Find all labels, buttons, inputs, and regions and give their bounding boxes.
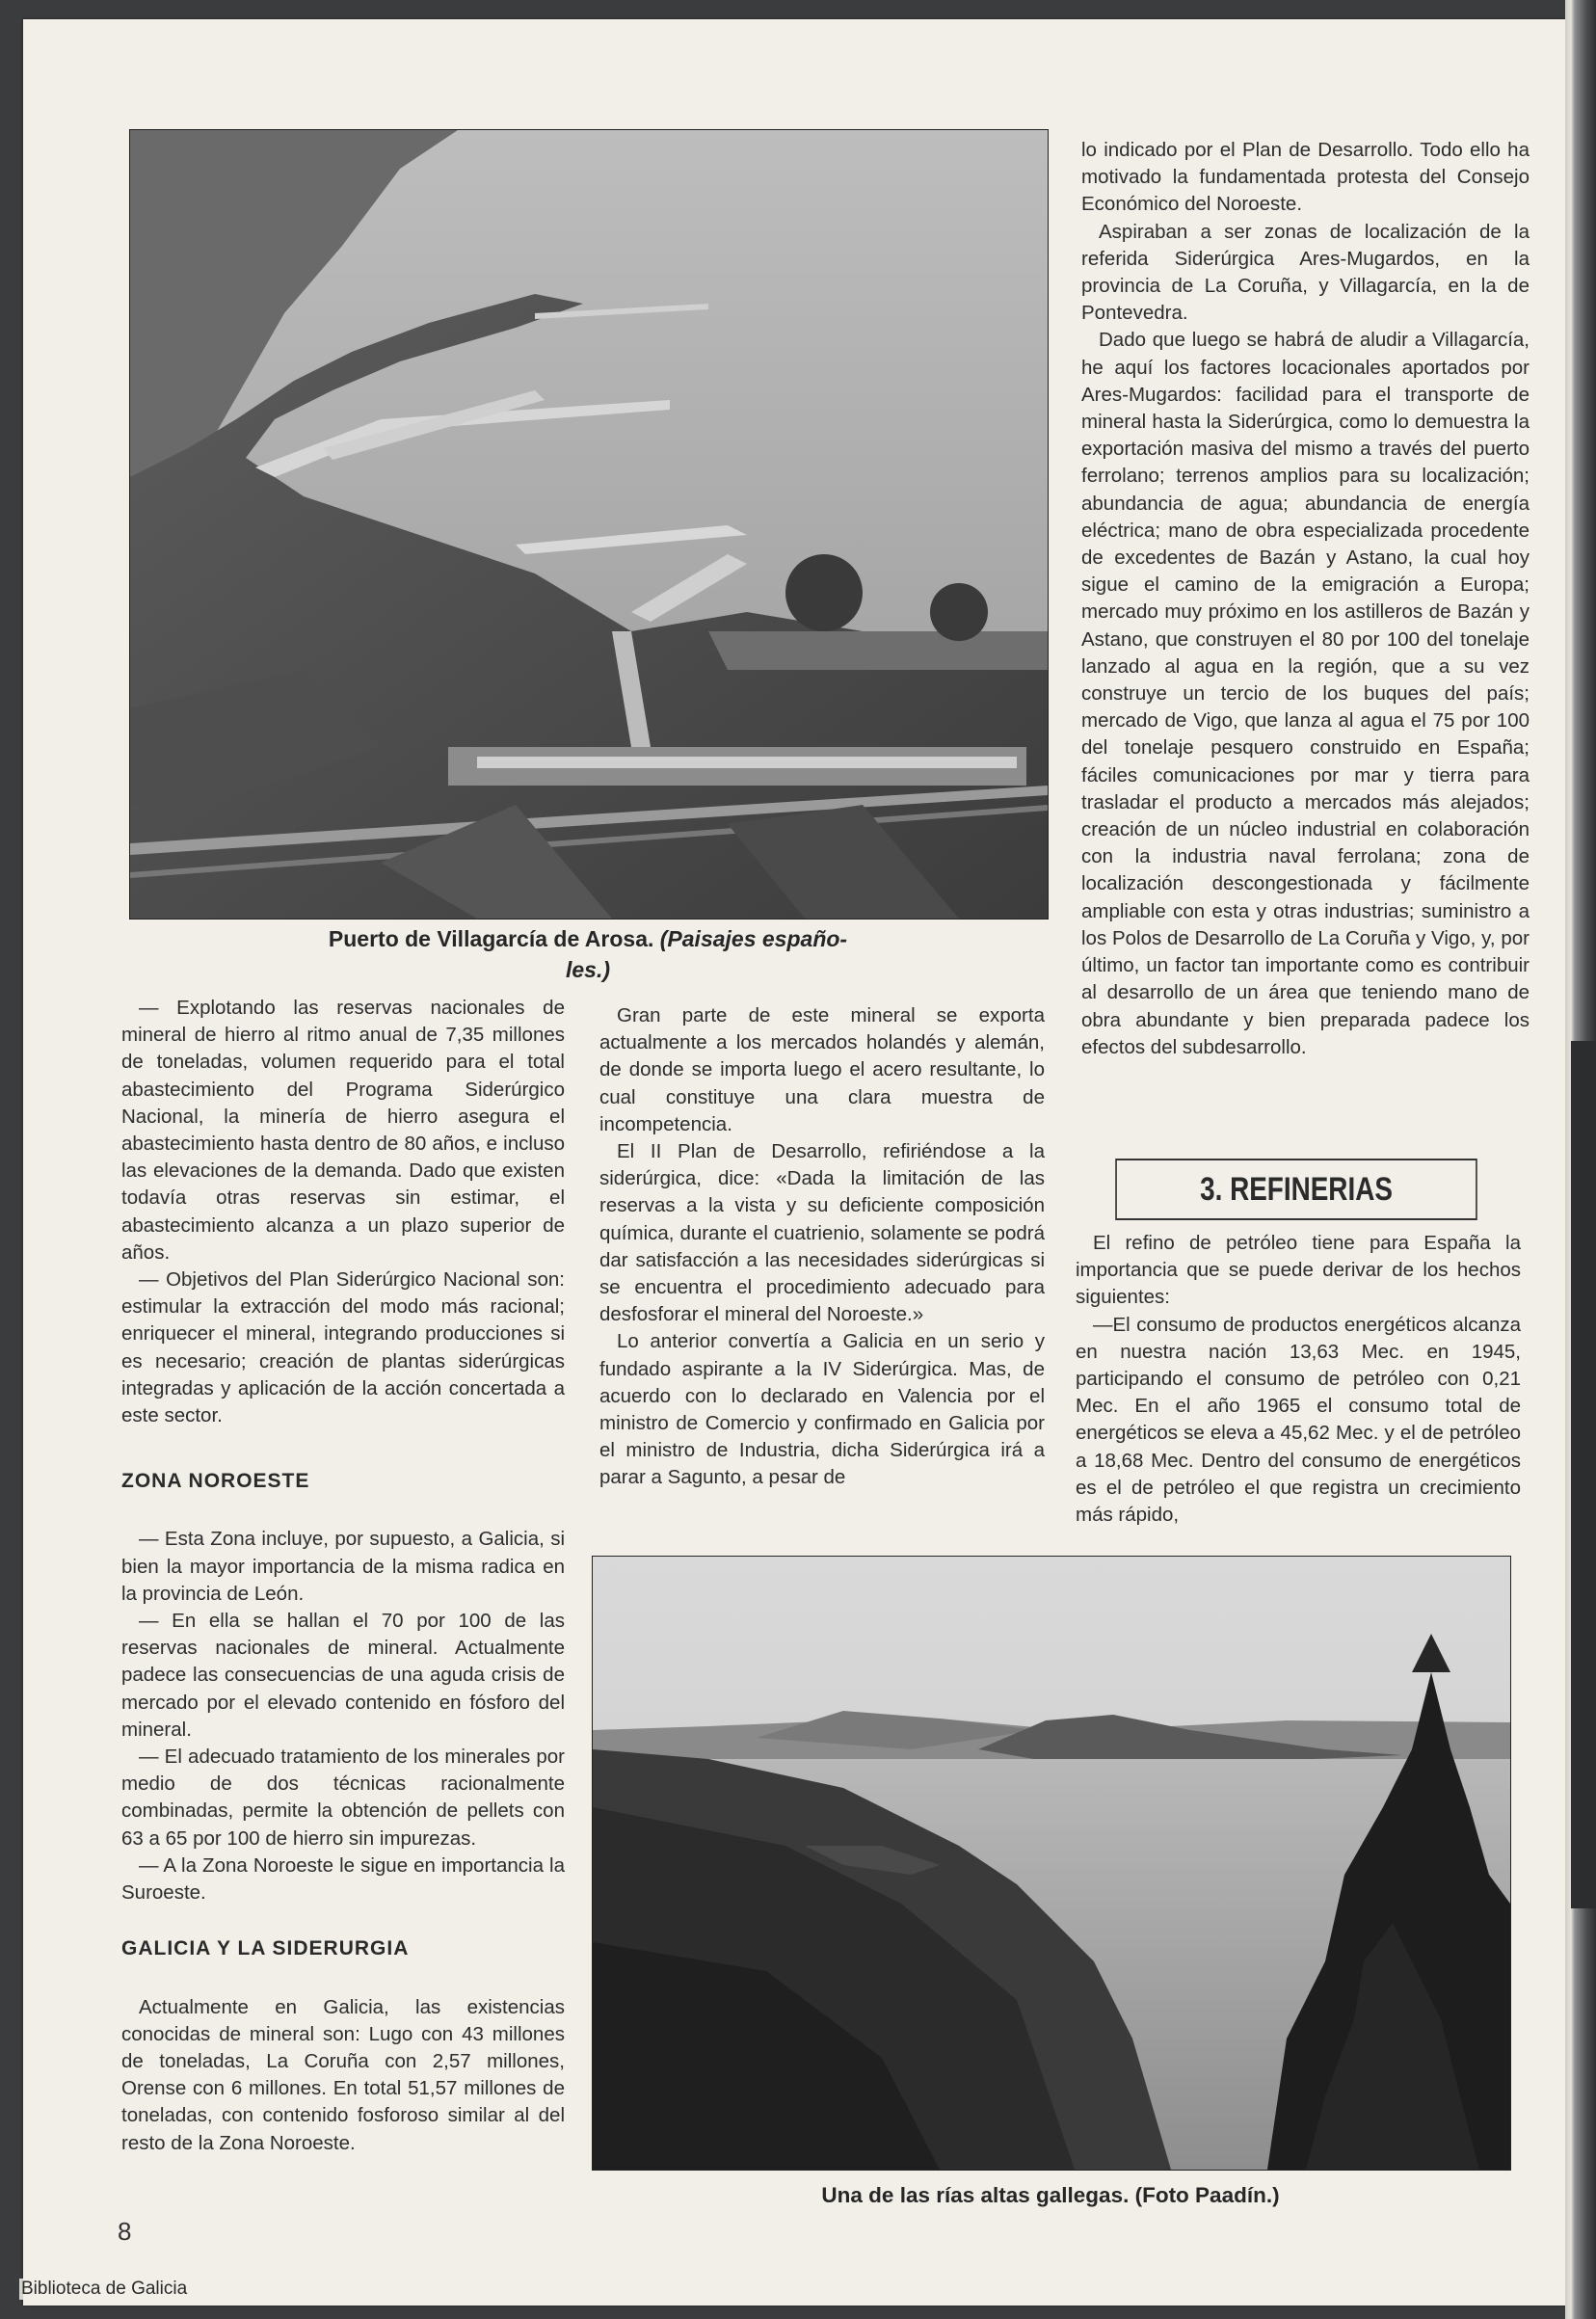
paragraph: — A la Zona Noroeste le sigue en importancia la Suroeste. [121, 1853, 565, 1905]
caption-place: Puerto de Villagarcía de Arosa. [328, 926, 654, 951]
paragraph: lo indicado por el Plan de Desarrollo. Todo ello ha motivado la fundamentada protesta del Consejo Económico del Noroeste. [1081, 139, 1530, 216]
right-column-top [1081, 137, 1530, 1061]
library-watermark: Biblioteca de Galicia [21, 2279, 188, 2299]
harbour-aerial-photo [129, 129, 1049, 920]
ria-landscape-photo [592, 1556, 1511, 2171]
paragraph: Dado que luego se habrá de aludir a Villagarcía, he aquí los factores locacionales aportados por Ares-Mugardos: facilidad para el transporte de mineral hasta la Siderúrgica, como lo demuestra la exportación masiva del mismo a través del puerto ferrolano; terrenos amplios para su localización; abundancia de agua; abundancia de energía eléctrica; mano de obra especializada procedente de excedentes de Bazán y Astano, la cual hoy sigue el camino de la emigración a Europa; mercado muy próximo en los astilleros de Bazán y Astano, que construyen el 80 por 100 del tonelaje lanzado al agua en la región, que a su vez construye un tercio de los buques del país; mercado de Vigo, que lanza al agua el 75 por 100 del tonelaje pesquero construido en España; fáciles comunicaciones por mar y tierra para trasladar el producto a mercados más alejados; creación de un núcleo industrial en colaboración con la industria naval ferrolana; zona de localización descongestionada y fácilmente ampliable con esta y otras industrias; suministro a los Polos de Desarrollo de La Coruña y Vigo, y, por último, un factor tan importante como es contribuir al desarrollo de un área que teniendo mano de obra abundante y bien preparada padece los efectos del subdesarrollo. [1081, 329, 1530, 1058]
middle-column [599, 1002, 1045, 1492]
paragraph: — El adecuado tratamiento de los minerales por medio de dos técnicas racionalmente combinadas, permite la obtención de pellets con 63 a 65 por 100 de hierro sin impurezas. [121, 1746, 565, 1850]
paragraph: Lo anterior convertía a Galicia en un serio y fundado aspirante a la IV Siderúrgica. Mas, de acuerdo con lo declarado en Valencia por el ministro de Comercio y confirmado en Galicia por el ministro de Industria, dicha Siderúrgica irá a parar a Sagunto, a pesar de [599, 1330, 1045, 1489]
adjacent-page-edge [1565, 0, 1596, 2319]
paragraph: Gran parte de este mineral se exporta actualmente a los mercados holandés y alemán, de donde se importa luego el acero resultante, lo cual constituye una clara muestra de incompetencia. [599, 1004, 1045, 1135]
paragraph: El II Plan de Desarrollo, refiriéndose a la siderúrgica, dice: «Dada la limitación de las reservas a la vista y su deficiente composición química, durante el cuatrienio, solamente se podrá dar satisfacción a las necesidades siderúrgicas si se encuentra el procedimiento adecuado para desfosforar el mineral del Noroeste.» [599, 1140, 1045, 1326]
paragraph: —El consumo de productos energéticos alcanza en nuestra nación 13,63 Mec. en 1945, participando el consumo de petróleo con 0,21 Mec. En el año 1965 el consumo total de energéticos se eleva a 45,62 Mec. y el de petróleo a 18,68 Mec. Dentro del consumo de energéticos es el de petróleo el que registra un crecimiento más rápido, [1076, 1313, 1521, 1527]
paragraph: Aspiraban a ser zonas de localización de la referida Siderúrgica Ares-Mugardos, en la provincia de La Coruña, y Villagarcía, en la de Pontevedra. [1081, 220, 1530, 325]
paragraph: — Esta Zona incluye, por supuesto, a Galicia, si bien la mayor importancia de la misma radica en la provincia de León. [121, 1528, 565, 1605]
adjacent-page-shadow [1571, 1041, 1596, 1908]
paragraph: El refino de petróleo tiene para España la importancia que se puede derivar de los hechos siguientes: [1076, 1232, 1521, 1309]
caption-source-a: (Paisajes españo- [659, 926, 848, 951]
section-title-refinerias: 3. REFINERIAS [1115, 1159, 1477, 1220]
top-photo-caption [231, 923, 944, 985]
paragraph: — En ella se hallan el 70 por 100 de las reservas nacionales de mineral. Actualmente padece las consecuencias de una aguda crisis de mercado por el elevado contenido en fósforo del mineral. [121, 1610, 565, 1741]
paragraph: — Explotando las reservas nacionales de mineral de hierro al ritmo anual de 7,35 millones de toneladas, volumen requerido para el total abastecimiento del Programa Siderúrgico Nacional, la minería de hierro asegura el abastecimiento hasta dentro de 80 años, e incluso las elevaciones de la demanda. Dado que existen todavía otras reservas sin estimar, el abastecimiento alcanza a un plazo superior de años. [121, 997, 565, 1264]
heading-galicia-siderurgia: GALICIA Y LA SIDERURGIA [121, 1937, 410, 1960]
bottom-photo-caption: Una de las rías altas gallegas. (Foto Paadín.) [821, 2183, 1280, 2207]
right-column-bottom [1076, 1230, 1521, 1529]
paragraph: Actualmente en Galicia, las existencias conocidas de mineral son: Lugo con 43 millones de toneladas, La Coruña con 2,57 millones, Orense con 6 millones. En total 51,57 millones de toneladas, con contenido fosforoso similar al del resto de la Zona Noroeste. [121, 1995, 565, 2154]
ria-illustration [593, 1557, 1510, 2170]
left-column [121, 995, 565, 2157]
paragraph: — Objetivos del Plan Siderúrgico Nacional son: estimular la extracción del modo más racional; enriquecer el mineral, integrando producciones si es necesario; creación de plantas siderúrgicas integradas y aplicación de la acción concertada a este sector. [121, 1268, 565, 1427]
caption-source-b: les.) [565, 957, 611, 982]
heading-zona-noroeste: ZONA NOROESTE [121, 1470, 310, 1493]
harbour-illustration [130, 130, 1048, 919]
page-number: 8 [118, 2217, 132, 2246]
